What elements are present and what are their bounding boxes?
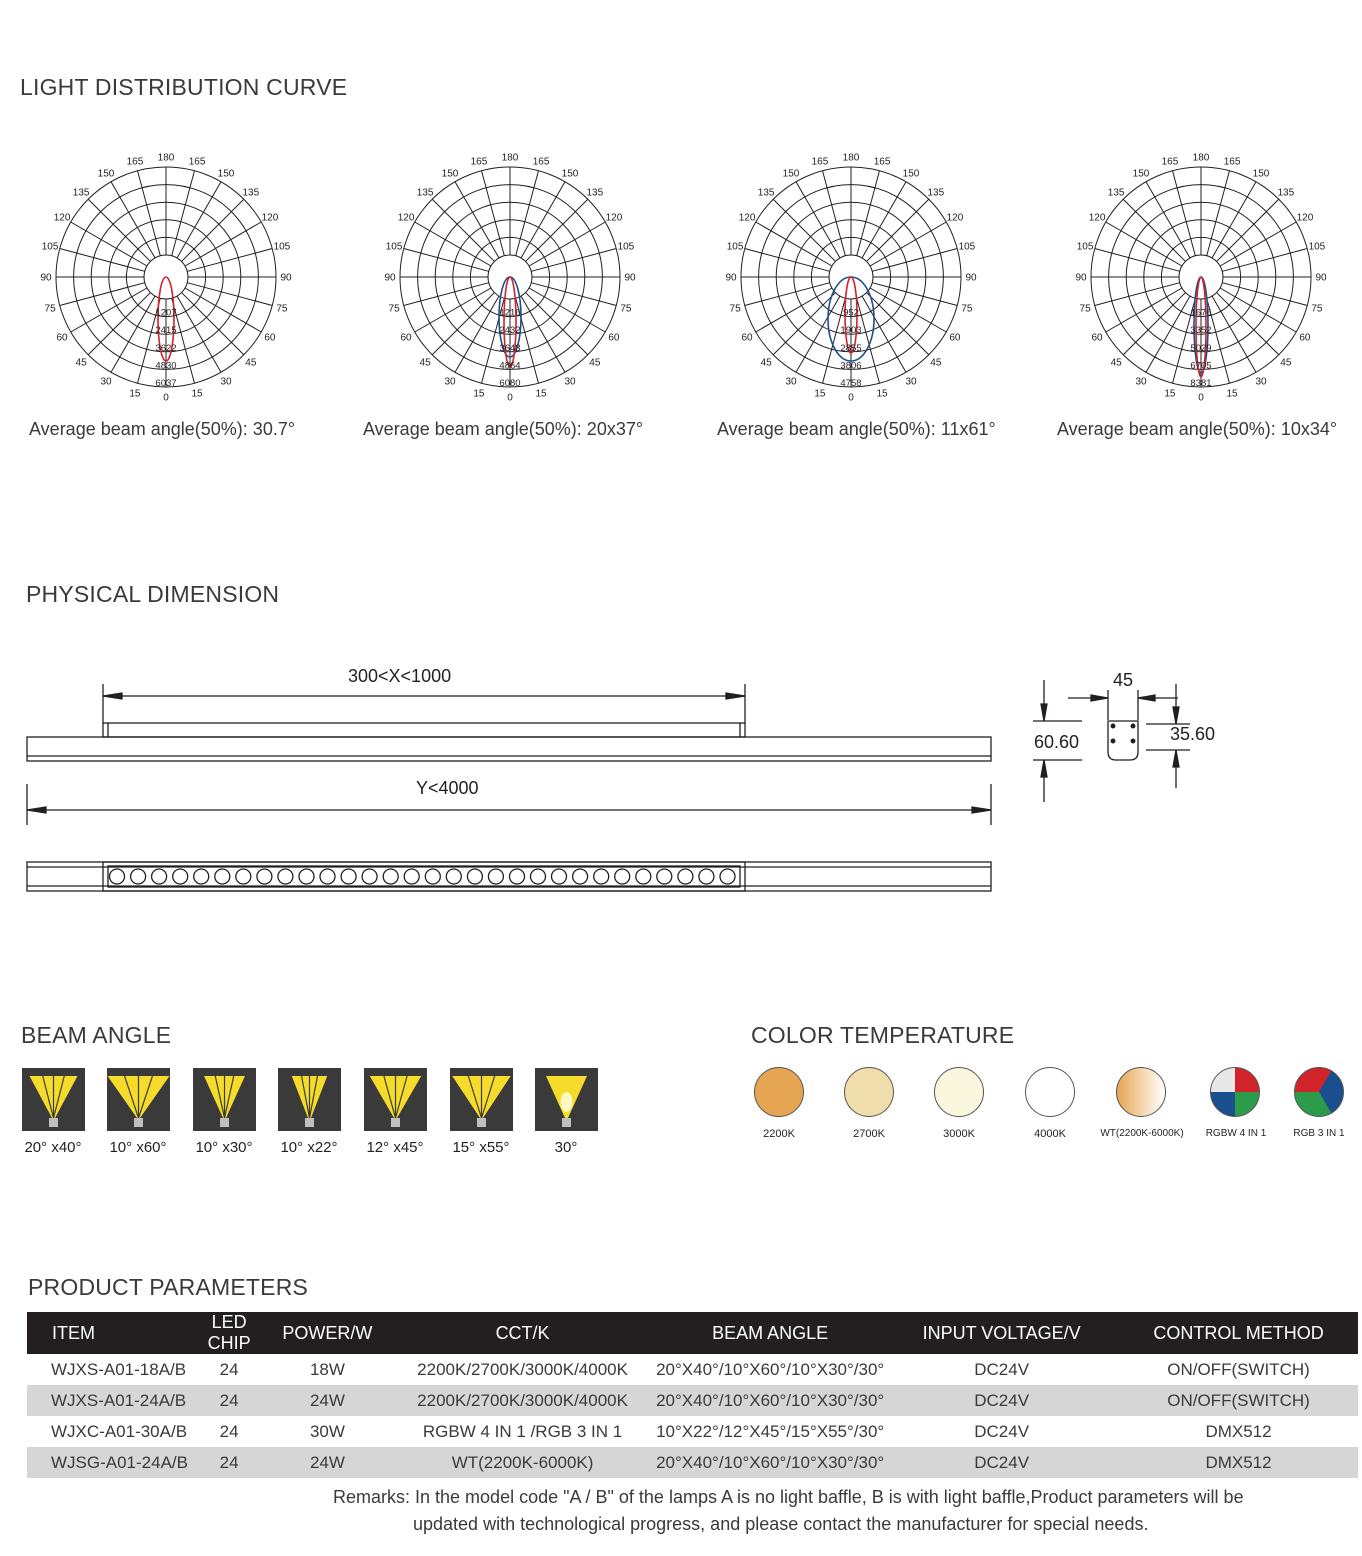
led-dot [299,869,314,884]
beam-angle-icon [278,1068,341,1131]
polar-angle-label: 30 [785,376,797,388]
polar-ring-value: 4758 [840,378,862,389]
params-table [27,1312,1358,1478]
polar-angle-label: 90 [965,272,977,284]
polar-ring-value: 3806 [840,360,862,372]
polar-angle-label: 150 [561,168,579,180]
cct-label-4000k: 4000K [1034,1128,1066,1140]
dim-width-label: 45 [1113,670,1134,690]
polar-angle-label: 150 [441,168,459,180]
remarks [333,1484,1343,1538]
polar-angle-label: 30 [1135,376,1147,388]
polar-angle-label: 45 [419,357,431,369]
x-arrow-left [103,693,122,699]
header-beam-angle: BEAM ANGLE [656,1312,884,1354]
led-dot [257,869,272,884]
led-dot [594,869,609,884]
polar-angle-label: 75 [1079,303,1091,315]
section-title-product-parameters: PRODUCT PARAMETERS [28,1274,309,1300]
led-dot [362,869,377,884]
x-arrow-right [726,693,745,699]
led-dot [678,869,693,884]
led-dot [573,869,588,884]
beam-angle-label: 10° x22° [280,1139,338,1156]
beam-angle-icon [22,1068,85,1131]
polar-ring-value: 8381 [1190,378,1212,389]
polar-angle-label: 75 [620,303,632,315]
polar-ring-value: 3648 [499,342,521,354]
polar-ring-value: 1676 [1190,307,1212,319]
polar-angle-label: 75 [388,303,400,315]
polar-angle-label: 75 [961,303,973,315]
polar-angle-label: 135 [586,187,604,199]
table-cell: WJXC-A01-30A/B [51,1421,188,1441]
table-cell: WJXS-A01-18A/B [51,1359,187,1379]
table-cell: DC24V [884,1447,1119,1478]
polar-angle-label: 135 [1107,187,1125,199]
swatch-2200k [754,1067,804,1117]
table-cell: 2200K/2700K/3000K/4000K [417,1359,628,1379]
led-dot [510,869,525,884]
y-arrow-left [27,807,46,813]
polar-angle-label: 15 [473,388,485,400]
beam-caption-2: Average beam angle(50%): 20x37° [363,419,644,439]
led-dot [531,869,546,884]
led-dot [152,869,167,884]
polar-ring-value: 4864 [499,360,521,372]
polar-ring-value: 1903 [840,325,862,337]
polar-angle-label: 105 [1076,241,1094,253]
header-item: ITEM [27,1312,192,1354]
led-dot [488,869,503,884]
polar-angle-label: 30 [100,376,112,388]
beam-angle-label: 10° x30° [195,1139,253,1156]
polar-chart-3 [721,150,981,405]
led-row [110,869,736,884]
polar-angle-label: 15 [191,388,203,400]
header-input-voltage: INPUT VOLTAGE/V [884,1312,1119,1354]
table-cell: WT(2200K-6000K) [389,1447,656,1478]
led-dot [341,869,356,884]
polar-angle-label: 150 [902,168,920,180]
polar-angle-label: 15 [129,388,141,400]
polar-ring-value: 6080 [499,378,521,389]
rail-profile [27,737,991,761]
polar-angle-label: 180 [1192,152,1210,164]
polar-angle-label: 90 [1315,272,1327,284]
polar-angle-label: 135 [757,187,775,199]
section-title-light-distribution: LIGHT DISTRIBUTION CURVE [20,74,348,100]
table-row [27,1416,1358,1447]
header-power: POWER/W [266,1312,389,1354]
table-cell: WJSG-A01-24A/B [27,1447,192,1478]
led-dot [236,869,251,884]
polar-ring-value: 1207 [155,307,177,319]
polar-angle-label: 150 [217,168,235,180]
section-title-color-temperature: COLOR TEMPERATURE [751,1022,1015,1048]
table-cell: DMX512 [1205,1421,1272,1441]
polar-chart-2 [380,150,640,405]
polar-angle-label: 60 [400,332,412,344]
led-dot [425,869,440,884]
led-dot [636,869,651,884]
led-dot [194,869,209,884]
polar-angle-label: 45 [75,357,87,369]
polar-ring-value: 1216 [499,307,521,319]
led-dot [110,869,125,884]
polar-angle-label: 75 [44,303,56,315]
polar-angle-label: 30 [905,376,917,388]
polar-angle-label: 150 [97,168,115,180]
beam-angle-label: 15° x55° [452,1139,510,1156]
polar-ring-value: 2432 [499,325,521,337]
table-row [27,1385,1358,1416]
polar-angle-label: 15 [814,388,826,400]
polar-angle-label: 90 [624,272,636,284]
polar-angle-label: 165 [1161,156,1179,168]
polar-angle-label: 120 [605,212,623,224]
polar-chart-4 [1071,150,1331,405]
led-dot [467,869,482,884]
beam-angle-label: 12° x45° [366,1139,424,1156]
polar-angle-label: 165 [470,156,488,168]
polar-ring-value: 2855 [840,342,862,354]
led-dot [446,869,461,884]
beam-angle-icon [107,1068,170,1131]
table-row [27,1354,1358,1385]
led-dot [173,869,188,884]
polar-chart-1 [36,150,296,405]
swatch-3000k [934,1067,984,1117]
polar-ring-value: 6705 [1190,360,1212,372]
led-dot [131,869,146,884]
polar-angle-label: 135 [242,187,260,199]
table-cell: 24 [219,1421,239,1441]
polar-angle-label: 75 [1311,303,1323,315]
polar-angle-label: 15 [876,388,888,400]
polar-angle-label: 30 [444,376,456,388]
polar-angle-label: 120 [261,212,279,224]
polar-angle-label: 180 [842,152,860,164]
beam-caption-3: Average beam angle(50%): 11x61° [717,419,996,439]
polar-angle-label: 30 [1255,376,1267,388]
polar-angle-label: 60 [264,332,276,344]
led-dot [657,869,672,884]
beam-angle-icon [364,1068,427,1131]
polar-angle-label: 45 [760,357,772,369]
table-cell: 10°X22°/12°X45°/15°X55°/30° [656,1421,885,1441]
polar-angle-label: 90 [384,272,396,284]
polar-angle-label: 120 [738,212,756,224]
remarks-line-2: updated with technological progress, and please contact the manufacturer for special needs. [413,1514,1149,1534]
polar-angle-label: 105 [273,241,291,253]
polar-angle-label: 45 [1110,357,1122,369]
polar-angle-label: 180 [157,152,175,164]
polar-angle-label: 120 [946,212,964,224]
y-arrow-right [972,807,991,813]
cct-label-2200k: 2200K [763,1128,795,1140]
polar-angle-label: 105 [726,241,744,253]
polar-angle-label: 60 [608,332,620,344]
header-control-method: CONTROL METHOD [1119,1312,1358,1354]
table-row [27,1447,1358,1478]
polar-ring-value: 5029 [1190,342,1212,354]
cct-label-2700k: 2700K [853,1128,885,1140]
cct-label-wt: WT(2200K-6000K) [1100,1128,1184,1139]
polar-angle-label: 15 [1164,388,1176,400]
polar-angle-label: 90 [280,272,292,284]
table-cell: 18W [309,1359,345,1379]
remarks-line-1: Remarks: In the model code "A / B" of the lamps A is no light baffle, B is with light baffle,Product parameters will be [333,1487,1244,1507]
polar-ring-value: 3622 [155,342,177,354]
table-cell: 24W [266,1447,389,1478]
swatch-wt [1116,1067,1166,1117]
polar-angle-label: 45 [589,357,601,369]
polar-angle-label: 15 [1226,388,1238,400]
polar-angle-label: 165 [188,156,206,168]
polar-angle-label: 105 [41,241,59,253]
led-dot [699,869,714,884]
section-title-beam-angle: BEAM ANGLE [21,1022,172,1048]
table-cell: 20°X40°/10°X60°/10°X30°/30° [656,1447,884,1478]
swatch-rgb [1294,1067,1344,1117]
polar-angle-label: 60 [1091,332,1103,344]
beam-angle-icon [193,1068,256,1131]
polar-angle-label: 45 [930,357,942,369]
polar-angle-label: 135 [416,187,434,199]
module-top [103,723,745,737]
polar-angle-label: 165 [532,156,550,168]
table-cell: 24W [266,1385,389,1416]
polar-angle-label: 165 [1223,156,1241,168]
polar-angle-label: 150 [1252,168,1270,180]
polar-angle-label: 75 [729,303,741,315]
beam-caption-4: Average beam angle(50%): 10x34° [1057,419,1338,439]
polar-angle-label: 105 [958,241,976,253]
polar-angle-label: 90 [1075,272,1087,284]
dimension-drawing [0,640,1362,910]
led-dot [404,869,419,884]
polar-angle-label: 135 [72,187,90,199]
dim-inner-label: 35.60 [1170,724,1216,744]
polar-angle-label: 105 [1308,241,1326,253]
led-dot [320,869,335,884]
cct-label-3000k: 3000K [943,1128,975,1140]
polar-angle-label: 15 [535,388,547,400]
polar-angle-label: 165 [126,156,144,168]
table-cell: 24 [219,1359,239,1379]
swatch-rgbw [1210,1067,1260,1117]
table-cell: DC24V [974,1421,1030,1441]
polar-angle-label: 150 [782,168,800,180]
polar-angle-label: 105 [385,241,403,253]
led-dot [278,869,293,884]
cct-label-rgbw: RGBW 4 IN 1 [1205,1128,1267,1139]
table-cell: ON/OFF(SWITCH) [1119,1385,1358,1416]
table-cell: ON/OFF(SWITCH) [1167,1359,1310,1379]
polar-angle-label: 135 [1277,187,1295,199]
polar-angle-label: 135 [927,187,945,199]
polar-angle-label: 120 [1296,212,1314,224]
table-cell: DC24V [884,1385,1119,1416]
section-title-physical-dimension: PHYSICAL DIMENSION [26,581,280,607]
table-cell: 24 [192,1447,265,1478]
polar-angle-label: 90 [725,272,737,284]
beam-angle-icon [535,1068,598,1131]
table-cell: WJXS-A01-24A/B [27,1385,192,1416]
header-led-chip: LED CHIP [192,1312,265,1354]
polar-angle-label: 165 [873,156,891,168]
polar-angle-label: 120 [397,212,415,224]
led-dot [215,869,230,884]
polar-angle-label: 150 [1132,168,1150,180]
polar-angle-label: 0 [848,392,854,404]
params-header-row [27,1312,1358,1354]
table-cell: DC24V [974,1359,1030,1379]
polar-angle-label: 0 [507,392,513,404]
polar-angle-label: 180 [501,152,519,164]
led-dot [615,869,630,884]
polar-angle-label: 45 [245,357,257,369]
swatch-2700k [844,1067,894,1117]
polar-angle-label: 0 [1198,392,1204,404]
beam-angle-label: 10° x60° [109,1139,167,1156]
polar-ring-value: 2415 [155,325,177,337]
polar-angle-label: 30 [220,376,232,388]
polar-angle-label: 60 [1299,332,1311,344]
beam-caption-1: Average beam angle(50%): 30.7° [29,419,296,439]
polar-angle-label: 60 [949,332,961,344]
table-cell: RGBW 4 IN 1 /RGB 3 IN 1 [422,1421,623,1441]
table-cell: 2200K/2700K/3000K/4000K [389,1385,656,1416]
polar-angle-label: 0 [163,392,169,404]
polar-angle-label: 60 [56,332,68,344]
polar-angle-label: 105 [617,241,635,253]
polar-angle-label: 120 [1088,212,1106,224]
polar-ring-value: 952 [843,307,859,319]
polar-ring-value: 6037 [155,378,177,389]
beam-angle-icon [450,1068,513,1131]
cct-label-rgb: RGB 3 IN 1 [1293,1128,1345,1139]
header-cct: CCT/K [389,1312,656,1354]
polar-angle-label: 120 [53,212,71,224]
table-cell: 20°X40°/10°X60°/10°X30°/30° [656,1359,885,1379]
led-dot [383,869,398,884]
polar-angle-label: 90 [40,272,52,284]
polar-angle-label: 75 [276,303,288,315]
polar-angle-label: 30 [564,376,576,388]
polar-angle-label: 45 [1280,357,1292,369]
table-cell: DMX512 [1119,1447,1358,1478]
swatch-4000k [1025,1067,1075,1117]
polar-ring-value: 4830 [155,360,177,372]
polar-angle-label: 165 [811,156,829,168]
dim-height-label: 60.60 [1034,732,1080,752]
led-dot [720,869,735,884]
beam-angle-label: 20° x40° [24,1139,82,1156]
dim-y-label: Y<4000 [416,778,479,798]
table-cell: 30W [309,1421,345,1441]
beam-angle-label: 30° [554,1139,578,1156]
dim-x-label: 300<X<1000 [348,666,452,686]
table-cell: 24 [192,1385,265,1416]
table-cell: 20°X40°/10°X60°/10°X30°/30° [656,1385,884,1416]
polar-angle-label: 60 [741,332,753,344]
led-dot [552,869,567,884]
polar-ring-value: 3352 [1190,325,1212,337]
